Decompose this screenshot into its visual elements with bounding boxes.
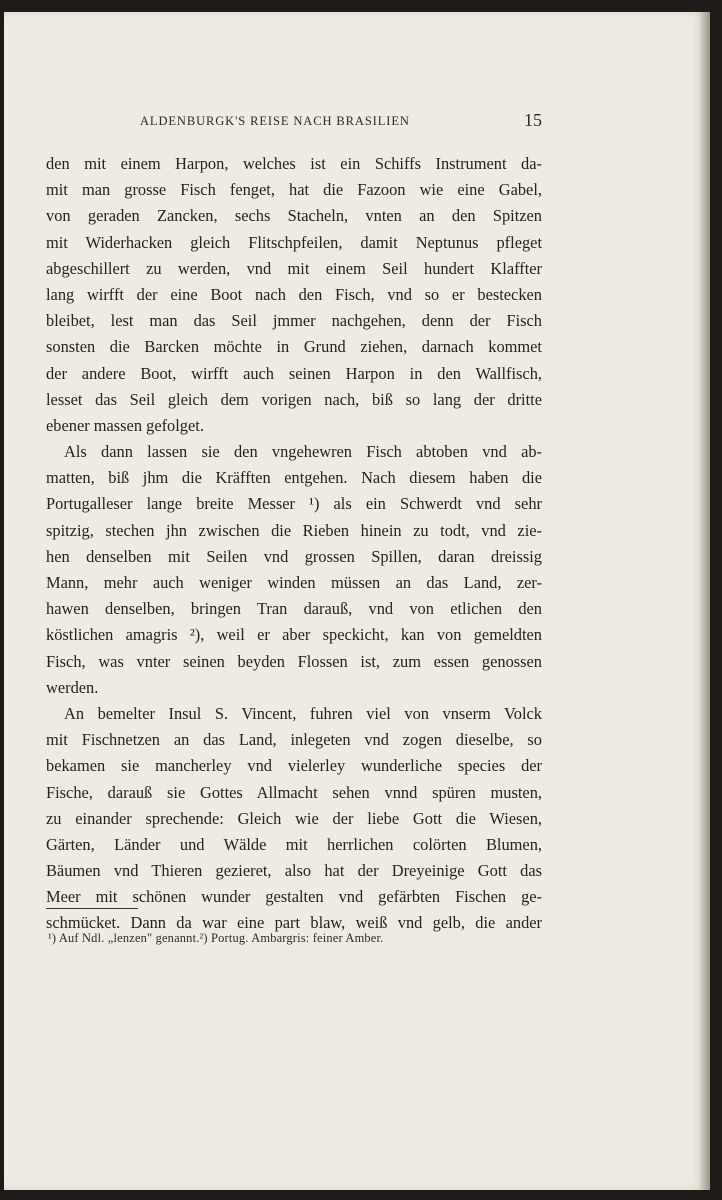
footnote-divider bbox=[46, 908, 138, 909]
text-line: bekamen sie mancherley vnd vielerley wunderliche species der bbox=[46, 756, 542, 776]
footnote-2: ²) Portug. Ambargris: feiner Amber. bbox=[199, 931, 384, 945]
paragraph-1 bbox=[46, 151, 542, 439]
running-title: ALDENBURGK'S REISE NACH BRASILIEN bbox=[140, 114, 410, 128]
text-line: bleibet, lest man das Seil jmmer nachgehen, denn der Fisch bbox=[46, 311, 542, 331]
text-line: von geraden Zancken, sechs Stacheln, vnten an den Spitzen bbox=[46, 206, 542, 226]
paragraph-3 bbox=[46, 701, 542, 937]
footnotes bbox=[48, 931, 542, 946]
text-line: Portugalleser lange breite Messer ¹) als ein Schwerdt vnd sehr bbox=[46, 494, 542, 514]
text-line: lang wirfft der eine Boot nach den Fisch, vnd so er bestecken bbox=[46, 284, 542, 304]
text-line: köstlichen amagris ²), weil er aber speckicht, kan von gemeldten bbox=[46, 625, 542, 645]
text-line: Fisch, was vnter seinen beyden Flossen ist, zum essen genossen bbox=[46, 651, 542, 671]
text-line: den mit einem Harpon, welches ist ein Schiffs Instrument da- bbox=[46, 154, 542, 173]
text-line: mit Widerhacken gleich Flitschpfeilen, damit Neptunus pfleget bbox=[46, 232, 542, 252]
text-line: zu einander sprechende: Gleich wie der liebe Gott die Wiesen, bbox=[46, 808, 542, 828]
text-line: An bemelter Insul S. Vincent, fuhren viel von vnserm Volck bbox=[64, 703, 542, 723]
text-line: werden. bbox=[46, 677, 99, 697]
page-number: 15 bbox=[524, 110, 542, 130]
footnote-1: ¹) Auf Ndl. „lenzen" genannt. bbox=[48, 931, 200, 945]
text-line: mit Fischnetzen an das Land, inlegeten vnd zogen dieselbe, so bbox=[46, 730, 542, 750]
text-line: lesset das Seil gleich dem vorigen nach, biß so lang der dritte bbox=[46, 389, 542, 409]
text-line: Fische, darauß sie Gottes Allmacht sehen vnnd spüren musten, bbox=[46, 782, 542, 802]
page-edge bbox=[700, 12, 710, 1190]
text-line: sonsten die Barcken möchte in Grund ziehen, darnach kommet bbox=[46, 337, 542, 357]
text-line: hen denselben mit Seilen vnd grossen Spillen, daran dreissig bbox=[46, 546, 542, 566]
text-line: abgeschillert zu werden, vnd mit einem Seil hundert Klaffter bbox=[46, 258, 542, 278]
text-line: hawen denselben, bringen Tran darauß, vnd von etlichen den bbox=[46, 599, 542, 619]
text-line: ebener massen gefolget. bbox=[46, 415, 204, 435]
text-line: schmücket. Dann da war eine part blaw, weiß vnd gelb, die ander bbox=[46, 913, 542, 933]
paragraph-2 bbox=[46, 439, 542, 701]
text-line: Als dann lassen sie den vngehewren Fisch abtoben vnd ab- bbox=[64, 442, 542, 462]
text-line: der andere Boot, wirfft auch seinen Harpon in den Wallfisch, bbox=[46, 363, 542, 383]
text-line: Mann, mehr auch weniger winden müssen an das Land, zer- bbox=[46, 573, 542, 592]
text-line: matten, biß jhm die Kräfften entgehen. Nach diesem haben die bbox=[46, 468, 542, 488]
text-line: Bäumen vnd Thieren gezieret, also hat der Dreyeinige Gott das bbox=[46, 861, 542, 881]
running-header bbox=[42, 110, 542, 136]
text-line: Meer mit schönen wunder gestalten vnd gefärbten Fischen ge- bbox=[46, 887, 542, 907]
text-line: spitzig, stechen jhn zwischen die Rieben hinein zu todt, vnd zie- bbox=[46, 520, 542, 540]
text-line: Gärten, Länder und Wälde mit herrlichen colörten Blumen, bbox=[46, 834, 542, 854]
body-text bbox=[46, 151, 542, 937]
text-line: mit man grosse Fisch fenget, hat die Fazoon wie eine Gabel, bbox=[46, 180, 542, 200]
